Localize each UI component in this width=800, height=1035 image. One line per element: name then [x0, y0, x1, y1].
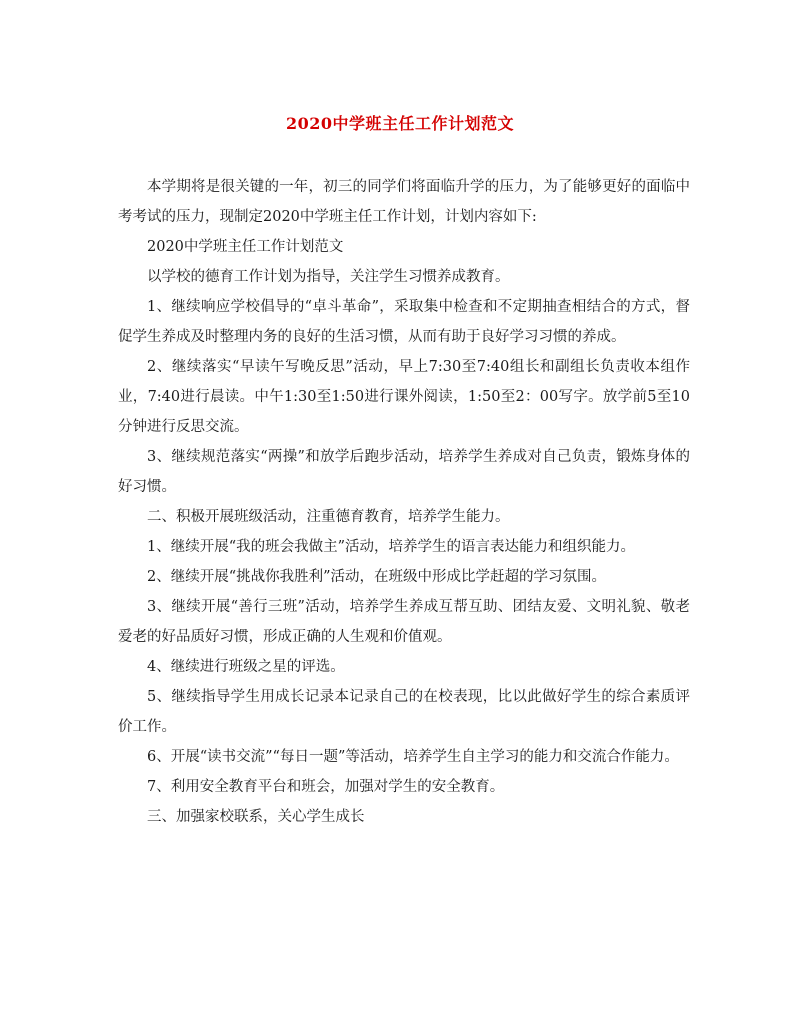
paragraph-item-3: 3、继续规范落实“两操”和放学后跑步活动，培养学生养成对自己负责，锻炼身体的好习惯。 [118, 449, 690, 495]
section-heading-2: 二、积极开展班级活动，注重德育教育，培养学生能力。 [147, 509, 510, 525]
paragraph-section2-item-5: 5、继续指导学生用成长记录本记录自己的在校表现，比以此做好学生的综合素质评价工作。 [118, 689, 690, 735]
section-heading-3: 三、加强家校联系，关心学生成长 [147, 809, 365, 825]
paragraph-section2-item-3: 3、继续开展“善行三班”活动，培养学生养成互帮互助、团结友爱、文明礼貌、敬老爱老的好品质好习惯，形成正确的人生观和价值观。 [118, 599, 690, 645]
paragraph-item-1: 1、继续响应学校倡导的“卓斗革命”，采取集中检查和不定期抽查相结合的方式，督促学生养成及时整理内务的良好的生活习惯，从而有助于良好学习习惯的养成。 [118, 299, 690, 345]
paragraph-section2-item-6: 6、开展“读书交流”“每日一题”等活动，培养学生自主学习的能力和交流合作能力。 [147, 749, 679, 765]
paragraph-guideline: 以学校的德育工作计划为指导，关注学生习惯养成教育。 [147, 269, 510, 285]
paragraph-subtitle: 2020中学班主任工作计划范文 [147, 239, 344, 255]
paragraph-section2-item-7: 7、利用安全教育平台和班会，加强对学生的安全教育。 [147, 779, 505, 795]
paragraph-section2-item-2: 2、继续开展“挑战你我胜利”活动，在班级中形成比学赶超的学习氛围。 [147, 569, 607, 585]
paragraph-section2-item-4: 4、继续进行班级之星的评选。 [147, 659, 345, 675]
document-title: 2020中学班主任工作计划范文 [285, 114, 515, 133]
paragraph-intro: 本学期将是很关键的一年，初三的同学们将面临升学的压力，为了能够更好的面临中考考试的压力，现制定2020中学班主任工作计划，计划内容如下: [118, 179, 690, 225]
paragraph-section2-item-1: 1、继续开展“我的班会我做主”活动，培养学生的语言表达能力和组织能力。 [147, 539, 636, 555]
paragraph-item-2: 2、继续落实“早读午写晚反思”活动，早上7:30至7:40组长和副组长负责收本组作业，7:40进行晨读。中午1:30至1:50进行课外阅读，1:50至2：00写字。放学前5至10分钟进行反思交流。 [118, 359, 690, 435]
document-body [118, 172, 690, 832]
